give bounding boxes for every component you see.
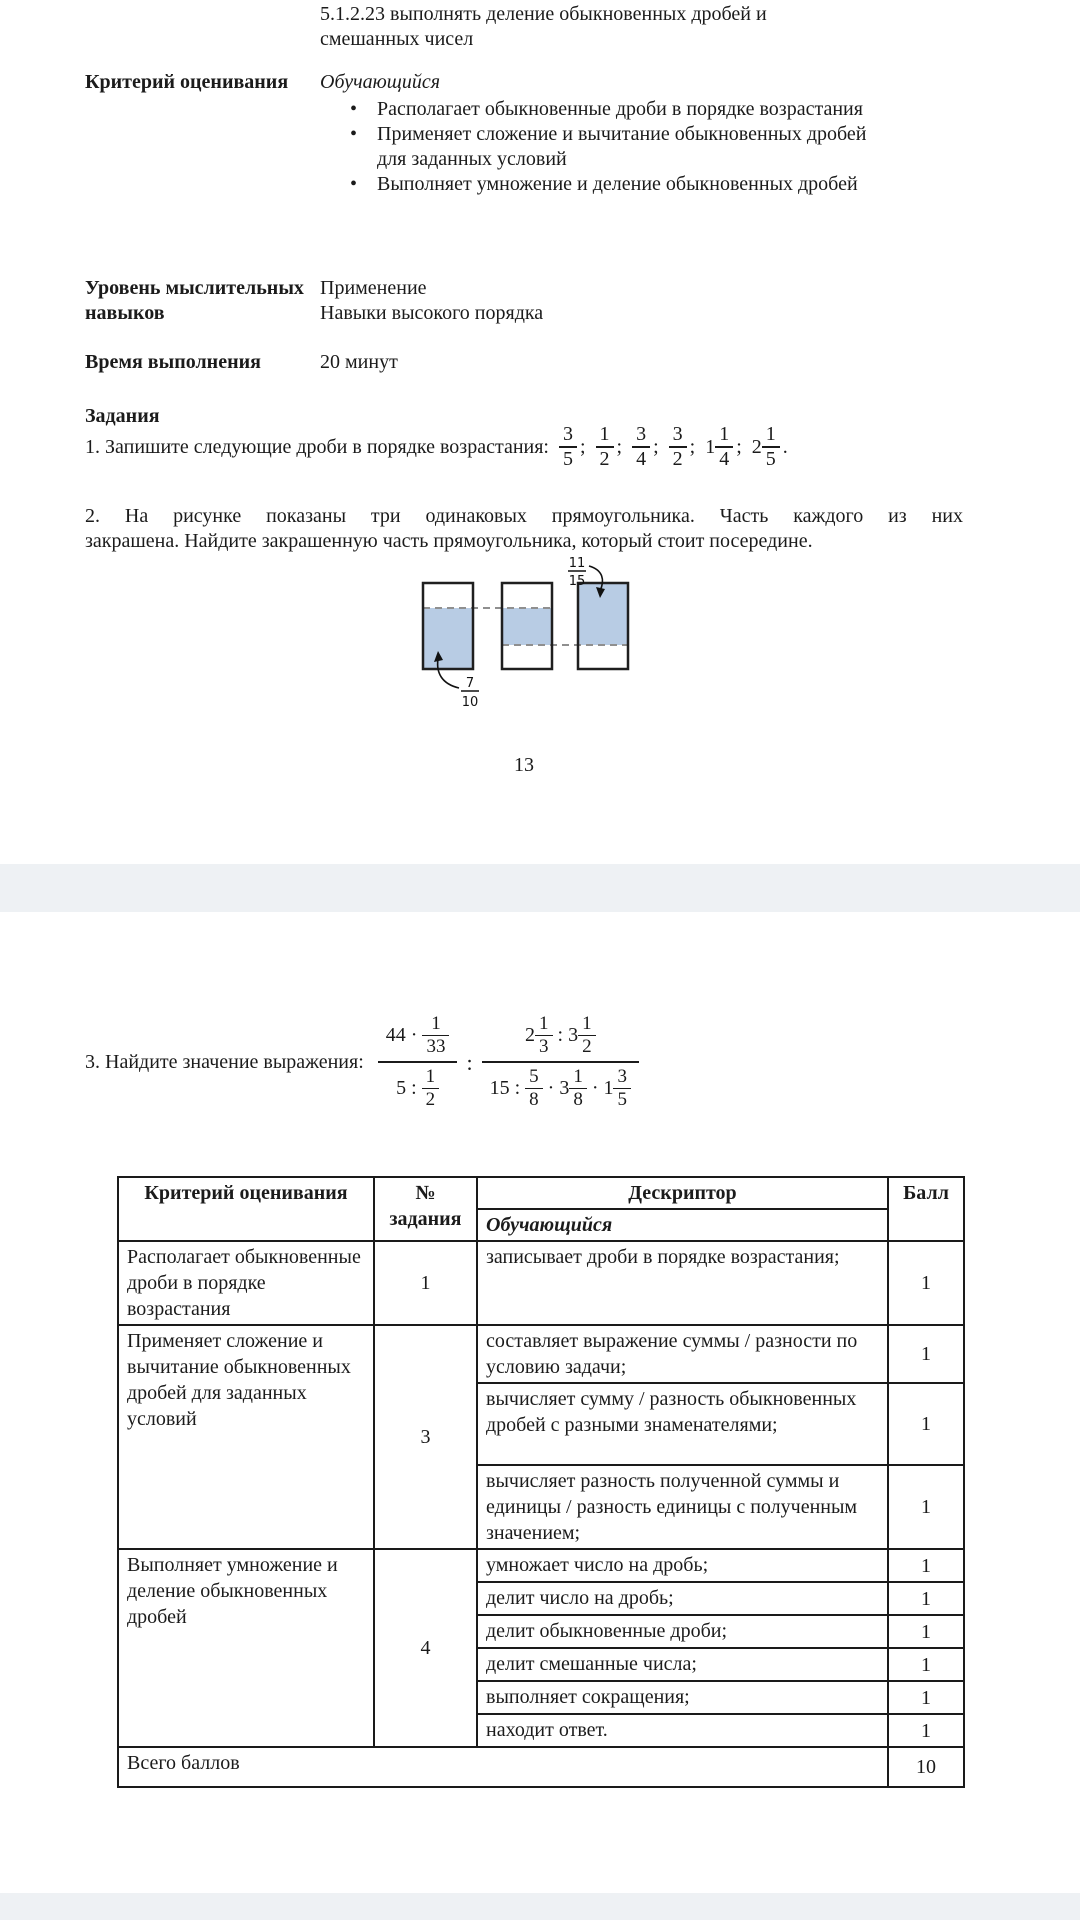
separator: ; [653, 435, 659, 458]
descriptor-cell: составляет выражение суммы / разности по условию задачи; [477, 1325, 888, 1383]
fraction-denominator: 5 [562, 448, 573, 470]
descriptor-cell: делит число на дробь; [477, 1582, 888, 1615]
bullet-icon: • [350, 173, 358, 195]
fraction-numerator: 1 [715, 424, 733, 448]
criterion-cell: Располагает обыкновенные дроби в порядке возрастания [118, 1241, 374, 1325]
task-1-text: 1. Запишите следующие дроби в порядке возрастания: [85, 435, 549, 458]
big-fraction-1 [378, 1012, 458, 1112]
fraction-whole: 1 [603, 1077, 614, 1099]
mixed-number [525, 1014, 553, 1057]
criteria-student: Обучающийся [320, 71, 441, 93]
task-number-cell: 4 [374, 1549, 477, 1747]
list-item [350, 97, 890, 122]
descriptor-cell: вычисляет сумму / разность обыкновенных дробей с разными знаменателями; [477, 1383, 888, 1465]
separator: . [782, 435, 788, 458]
descriptor-cell: записывает дроби в порядке возрастания; [477, 1241, 888, 1325]
score-cell: 1 [888, 1681, 964, 1714]
fraction-denominator: 8 [529, 1089, 539, 1110]
criterion-cell: Применяет сложение и вычитание обыкновенных дробей для заданных условий [118, 1325, 374, 1549]
objective-line-1: 5.1.2.23 выполнять деление обыкновенных дробей и [320, 3, 767, 25]
table-row [118, 1549, 964, 1582]
skills-line-2: Навыки высокого порядка [320, 302, 544, 324]
score-cell: 1 [888, 1648, 964, 1681]
descriptor-cell: делит обыкновенные дроби; [477, 1615, 888, 1648]
task-2-line-2: закрашена. Найдите закрашенную часть прямоугольника, который стоит посередине. [85, 530, 813, 552]
fraction-denominator: 4 [636, 448, 647, 470]
table-row [118, 1325, 964, 1383]
col-header-score: Балл [888, 1177, 964, 1241]
time-label: Время выполнения [85, 351, 261, 373]
criterion-cell: Выполняет умножение и деление обыкновенных дробей [118, 1549, 374, 1747]
bullet-icon: • [350, 98, 358, 120]
separator: ; [616, 435, 623, 458]
fraction-whole: 3 [559, 1077, 570, 1099]
fraction [596, 424, 623, 470]
criteria-bullet-3: Выполняет умножение и деление обыкновенных дробей [377, 173, 858, 195]
operator: : [411, 1077, 417, 1099]
col-header-task-number: № задания [374, 1177, 477, 1241]
figure-top-fraction-denominator: 15 [568, 574, 586, 589]
criteria-label: Критерий оценивания [85, 71, 289, 93]
left-rect-shaded-area [423, 608, 473, 669]
page-separator-band [0, 1893, 1080, 1920]
score-cell: 1 [888, 1615, 964, 1648]
mixed-number [705, 424, 742, 470]
mixed-number [603, 1067, 631, 1110]
fraction-denominator: 5 [617, 1089, 627, 1110]
rubric-table [117, 1176, 965, 1788]
task-3-text: 3. Найдите значение выражения: [85, 1050, 364, 1073]
task-number-cell: 3 [374, 1325, 477, 1549]
fraction-numerator: 1 [422, 1067, 440, 1089]
fraction-numerator: 3 [559, 424, 577, 448]
col-header-criteria: Критерий оценивания [118, 1177, 374, 1241]
fraction-denominator: 2 [672, 448, 683, 470]
total-row [118, 1747, 964, 1787]
task-3-expression [378, 1012, 639, 1112]
big-fraction-2 [482, 1012, 639, 1112]
criteria-bullet-2: Применяет сложение и вычитание обыкновенных дробей для заданных условий [377, 123, 867, 170]
fraction-denominator: 4 [719, 448, 730, 470]
figure-top-fraction-numerator: 11 [568, 556, 586, 571]
col-header-descriptor: Дескриптор [477, 1177, 888, 1209]
fraction-denominator: 8 [573, 1089, 583, 1110]
term: 5 [396, 1077, 407, 1099]
task-2-line-1: 2. На рисунке показаны три одинаковых прямоугольника. Часть каждого из них [85, 505, 963, 527]
mixed-number [559, 1067, 587, 1110]
operator: : [514, 1077, 521, 1099]
list-item [350, 122, 890, 172]
fraction-whole: 2 [751, 435, 762, 458]
descriptor-cell: выполняет сокращения; [477, 1681, 888, 1714]
mixed-number [568, 1014, 596, 1057]
separator: ; [579, 435, 586, 458]
descriptor-cell: находит ответ. [477, 1714, 888, 1747]
descriptor-cell: умножает число на дробь; [477, 1549, 888, 1582]
skills-label: Уровень мыслительных навыков [85, 277, 304, 324]
task-3 [85, 1012, 1005, 1112]
score-cell: 1 [888, 1325, 964, 1383]
fraction-numerator: 1 [578, 1014, 596, 1036]
separator: ; [736, 435, 742, 458]
fraction-denominator: 3 [539, 1036, 549, 1057]
fraction-numerator: 1 [596, 424, 614, 448]
tasks-heading: Задания [85, 405, 160, 427]
page-separator-band [0, 864, 1080, 912]
fraction [669, 424, 696, 470]
figure-bottom-fraction-denominator: 10 [461, 695, 479, 710]
middle-rect-shaded-area [502, 608, 552, 645]
skills-line-1: Применение [320, 277, 427, 299]
fraction-whole: 1 [705, 435, 716, 458]
fraction-denominator: 2 [425, 1089, 436, 1110]
operator: · [410, 1024, 418, 1046]
division-operator: : [466, 1049, 473, 1075]
operator: · [547, 1077, 555, 1099]
score-cell: 1 [888, 1582, 964, 1615]
table-row [118, 1241, 964, 1325]
fraction-numerator: 1 [569, 1067, 587, 1089]
fraction [632, 424, 659, 470]
fraction [559, 424, 586, 470]
criteria-bullet-list [350, 97, 890, 197]
fraction-numerator: 1 [422, 1014, 449, 1036]
page-number: 13 [514, 754, 534, 776]
list-item [350, 172, 890, 197]
criteria-bullet-1: Располагает обыкновенные дроби в порядке возрастания [377, 98, 863, 120]
skills-value [320, 276, 900, 326]
score-cell: 1 [888, 1465, 964, 1549]
fraction-denominator: 33 [426, 1036, 446, 1057]
task-1 [85, 424, 985, 470]
objective-line-2: смешанных чисел [320, 28, 474, 50]
fraction-numerator: 3 [632, 424, 650, 448]
descriptor-cell: делит смешанные числа; [477, 1648, 888, 1681]
score-cell: 1 [888, 1714, 964, 1747]
time-value: 20 минут [320, 351, 398, 373]
total-label-cell: Всего баллов [118, 1747, 888, 1787]
rubric-table-wrapper [117, 1176, 963, 1788]
separator: ; [689, 435, 696, 458]
score-cell: 1 [888, 1383, 964, 1465]
fraction-numerator: 1 [535, 1014, 553, 1036]
descriptor-cell: вычисляет разность полученной суммы и единицы / разность единицы с полученным значением; [477, 1465, 888, 1549]
fraction-whole: 3 [568, 1024, 579, 1046]
fraction-numerator: 3 [669, 424, 687, 448]
mixed-number [752, 424, 788, 470]
total-score-cell: 10 [888, 1747, 964, 1787]
fraction-whole: 2 [525, 1024, 535, 1046]
operator: · [591, 1077, 599, 1099]
figure-bottom-fraction-numerator: 7 [465, 676, 475, 691]
fraction-numerator: 1 [762, 424, 780, 448]
term: 44 [385, 1024, 406, 1046]
rectangles-figure [400, 540, 660, 710]
bullet-icon: • [350, 123, 358, 145]
score-cell: 1 [888, 1549, 964, 1582]
fraction-denominator: 2 [599, 448, 610, 470]
score-cell: 1 [888, 1241, 964, 1325]
task-number-cell: 1 [374, 1241, 477, 1325]
fraction-denominator: 5 [765, 448, 776, 470]
fraction-denominator: 2 [582, 1036, 592, 1057]
operator: : [557, 1024, 564, 1046]
descriptor-subheader-student: Обучающийся [477, 1209, 888, 1241]
fraction-numerator: 3 [613, 1067, 631, 1089]
learning-objective-continuation [320, 2, 885, 52]
fraction-numerator: 5 [525, 1067, 543, 1089]
term: 15 [489, 1077, 510, 1099]
